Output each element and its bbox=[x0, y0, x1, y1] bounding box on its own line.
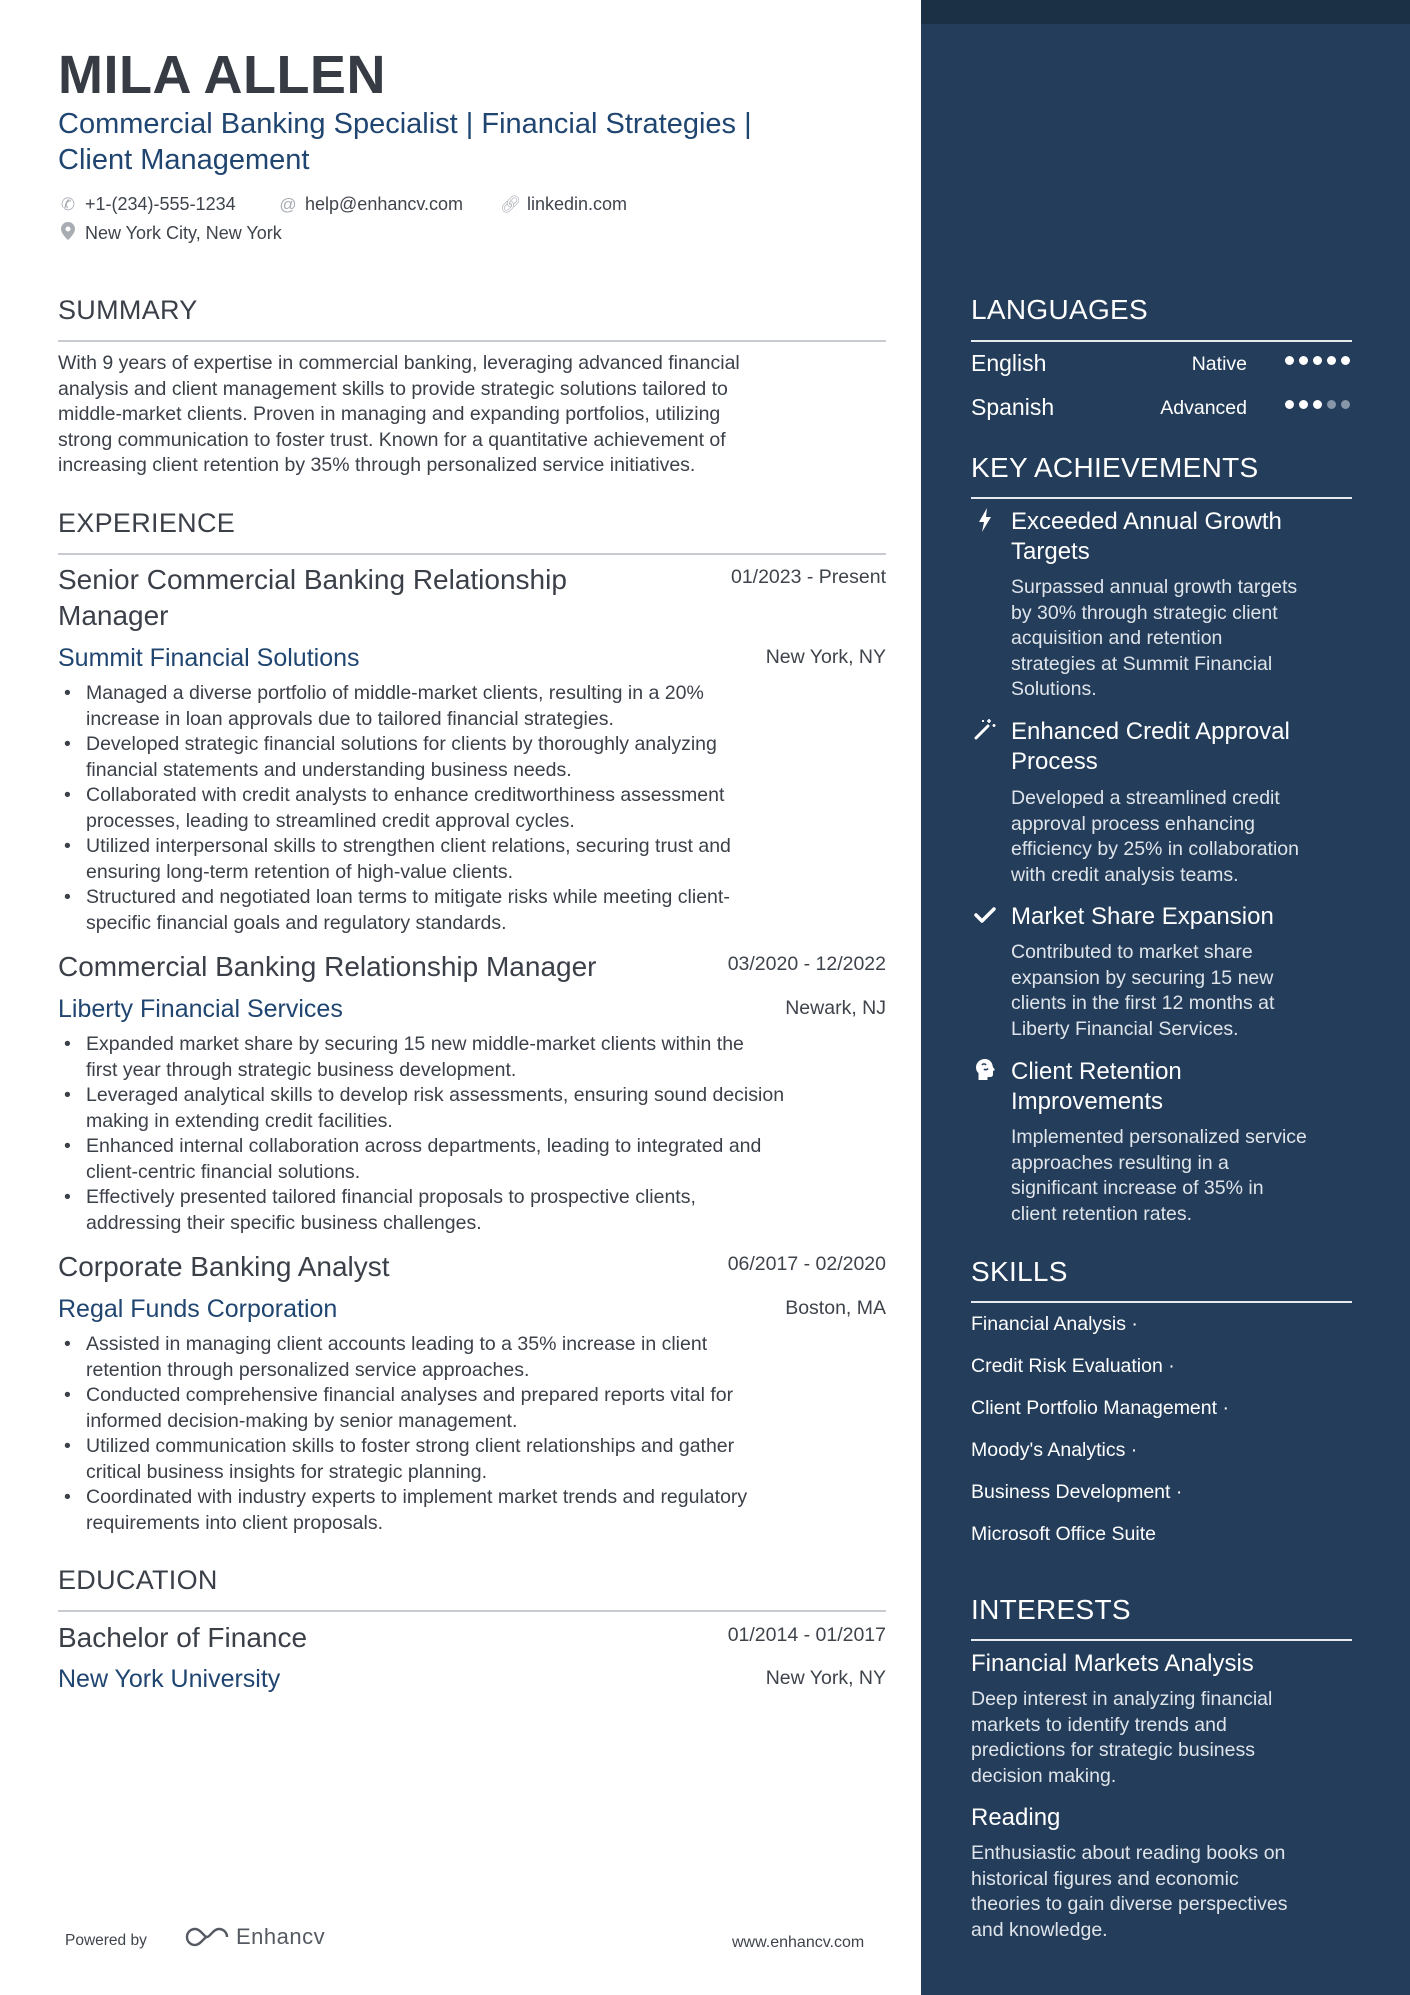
list-item: • Collaborated with credit analysts to enhance creditworthiness assessment processes, leading to streamlined credit approval cycles. bbox=[58, 783, 894, 834]
language-level: Advanced bbox=[1160, 397, 1247, 419]
filled-dot bbox=[1285, 400, 1294, 409]
list-item: • Utilized interpersonal skills to strengthen client relations, securing trust and ensuring long-term retention of high-value clients. bbox=[58, 834, 894, 885]
bolt-icon bbox=[973, 508, 997, 538]
summary-line: analysis and client management skills to provide strategic solutions tailored to bbox=[58, 377, 728, 400]
list-item: • Effectively presented tailored financial proposals to prospective clients, addressing their specific business challenges. bbox=[58, 1185, 894, 1236]
linkedin-text: linkedin.com bbox=[527, 194, 628, 214]
divider bbox=[971, 1301, 1352, 1303]
job-title-line: Corporate Banking Analyst bbox=[58, 1251, 390, 1282]
language-level: Native bbox=[1191, 353, 1247, 375]
job-dates: 06/2017 - 02/2020 bbox=[727, 1253, 886, 1275]
list-item: • Enhanced internal collaboration across departments, leading to integrated and client-centric financial solutions. bbox=[58, 1134, 894, 1185]
contact-location bbox=[58, 222, 282, 245]
list-item: • Assisted in managing client accounts leading to a 35% increase in client retention through personalized service approaches. bbox=[58, 1332, 894, 1383]
job-dates: 01/2023 - Present bbox=[730, 566, 886, 588]
headline-line: Commercial Banking Specialist | Financial Strategies | bbox=[58, 108, 752, 140]
list-item: • Leveraged analytical skills to develop risk assessments, ensuring sound decision making in extending credit facilities. bbox=[58, 1083, 894, 1134]
location-text: New York City, New York bbox=[85, 223, 282, 243]
interests-title: INTERESTS bbox=[971, 1594, 1131, 1625]
skill-item: Financial Analysis · bbox=[971, 1313, 1138, 1335]
achievements-title: KEY ACHIEVEMENTS bbox=[971, 452, 1259, 483]
skill-item: Business Development · bbox=[971, 1481, 1183, 1503]
powered-by-label: Powered by bbox=[65, 1932, 147, 1949]
languages-title: LANGUAGES bbox=[971, 294, 1148, 325]
enhancv-logo[interactable] bbox=[184, 1924, 325, 1950]
achievement-title: Market Share Expansion bbox=[1011, 903, 1274, 930]
summary-title: SUMMARY bbox=[58, 295, 198, 325]
sidebar bbox=[921, 0, 1410, 1995]
list-item: • Conducted comprehensive financial analyses and prepared reports vital for informed decision-making by senior management. bbox=[58, 1383, 894, 1434]
candidate-name: MILA ALLEN bbox=[58, 45, 386, 105]
location-pin-icon bbox=[58, 222, 78, 245]
job-bullets bbox=[58, 1332, 894, 1536]
summary-line: strong communication to foster trust. Known for a quantitative achievement of bbox=[58, 428, 726, 451]
skill-item: Moody's Analytics · bbox=[971, 1439, 1138, 1461]
interest-title: Reading bbox=[971, 1804, 1061, 1831]
sidebar-top-band bbox=[921, 0, 1410, 24]
divider bbox=[971, 497, 1352, 499]
empty-dot bbox=[1341, 400, 1350, 409]
job-title bbox=[58, 1249, 658, 1285]
phone-text: +1-(234)-555-1234 bbox=[85, 194, 236, 214]
interest-desc: Deep interest in analyzing financial markets to identify trends and predictions for strategic business decision making. bbox=[971, 1688, 1273, 1787]
skills-title: SKILLS bbox=[971, 1256, 1068, 1287]
job-bullets bbox=[58, 681, 894, 936]
at-sign-icon: @ bbox=[279, 194, 297, 214]
achievement-desc: Implemented personalized service approaches resulting in a significant increase of 35% in client retention rates. bbox=[1011, 1126, 1307, 1225]
empty-dot bbox=[1327, 400, 1336, 409]
filled-dot bbox=[1285, 356, 1294, 365]
job-bullets bbox=[58, 1032, 894, 1236]
interest-desc: Enthusiastic about reading books on historical figures and economic theories to gain diverse perspectives and knowledge. bbox=[971, 1842, 1288, 1941]
skill-item: Credit Risk Evaluation · bbox=[971, 1355, 1175, 1377]
job-location: Newark, NJ bbox=[785, 997, 886, 1019]
achievement-desc: Contributed to market share expansion by securing 15 new clients in the first 12 months at Liberty Financial Services. bbox=[1011, 941, 1275, 1040]
filled-dot bbox=[1313, 356, 1322, 365]
achievement-title: Enhanced Credit Approval Process bbox=[1011, 718, 1290, 775]
list-item: • Developed strategic financial solutions for clients by thoroughly analyzing financial statements and understanding business needs. bbox=[58, 732, 894, 783]
interest-title: Financial Markets Analysis bbox=[971, 1650, 1254, 1677]
list-item: • Coordinated with industry experts to implement market trends and regulatory requirements into client proposals. bbox=[58, 1485, 894, 1536]
list-item: • Structured and negotiated loan terms to mitigate risks while meeting client- specific financial goals and regulatory standards. bbox=[58, 885, 894, 936]
experience-title: EXPERIENCE bbox=[58, 508, 236, 538]
language-name: English bbox=[971, 350, 1047, 376]
job-title bbox=[58, 949, 758, 985]
list-item: • Utilized communication skills to foster strong client relationships and gather critical business insights for strategic planning. bbox=[58, 1434, 894, 1485]
achievement-title: Client Retention Improvements bbox=[1011, 1058, 1182, 1115]
achievement-desc: Developed a streamlined credit approval process enhancing efficiency by 25% in collaboration with credit analysis teams. bbox=[1011, 787, 1299, 886]
contact-phone[interactable] bbox=[58, 194, 236, 215]
checkmark-icon bbox=[973, 904, 997, 930]
summary-line: middle-market clients. Proven in managing and expanding portfolios, utilizing bbox=[58, 403, 721, 425]
filled-dot bbox=[1313, 400, 1322, 409]
divider bbox=[971, 1639, 1352, 1641]
filled-dot bbox=[1299, 356, 1308, 365]
divider bbox=[58, 1610, 886, 1612]
job-title-line: Manager bbox=[58, 600, 169, 631]
achievement-title: Exceeded Annual Growth Targets bbox=[1011, 508, 1282, 565]
education-dates: 01/2014 - 01/2017 bbox=[727, 1624, 886, 1646]
brain-icon bbox=[973, 1058, 997, 1088]
skill-item: Client Portfolio Management · bbox=[971, 1397, 1229, 1419]
proficiency-dots bbox=[1280, 356, 1350, 365]
headline-line: Client Management bbox=[58, 144, 310, 176]
email-text: help@enhancv.com bbox=[305, 194, 464, 214]
job-dates: 03/2020 - 12/2022 bbox=[727, 953, 886, 975]
magic-wand-icon bbox=[973, 718, 997, 746]
job-company: Summit Financial Solutions bbox=[58, 644, 360, 672]
proficiency-dots bbox=[1280, 400, 1350, 409]
list-item: • Managed a diverse portfolio of middle-market clients, resulting in a 20% increase in loan approvals due to tailored financial strategies. bbox=[58, 681, 894, 732]
filled-dot bbox=[1299, 400, 1308, 409]
job-location: Boston, MA bbox=[785, 1297, 886, 1319]
achievement-desc: Surpassed annual growth targets by 30% through strategic client acquisition and retention strategies at Summit Financial Solutions. bbox=[1011, 576, 1298, 700]
divider bbox=[58, 553, 886, 555]
divider bbox=[971, 340, 1352, 342]
summary-text bbox=[58, 351, 888, 479]
language-name: Spanish bbox=[971, 394, 1055, 420]
contact-email[interactable] bbox=[278, 194, 463, 215]
education-location: New York, NY bbox=[765, 1667, 886, 1689]
job-title-line: Senior Commercial Banking Relationship bbox=[58, 564, 567, 595]
divider bbox=[58, 340, 886, 342]
job-location: New York, NY bbox=[765, 646, 886, 668]
footer-url[interactable]: www.enhancv.com bbox=[732, 1934, 865, 1951]
link-icon: 🔗︎ bbox=[500, 194, 522, 214]
enhancv-logo-icon bbox=[184, 1925, 230, 1949]
enhancv-brand: Enhancv bbox=[236, 1924, 326, 1949]
job-company: Regal Funds Corporation bbox=[58, 1295, 338, 1323]
language-item bbox=[971, 394, 1352, 424]
list-item: • Expanded market share by securing 15 new middle-market clients within the first year through strategic business development. bbox=[58, 1032, 894, 1083]
contact-linkedin[interactable] bbox=[500, 194, 627, 215]
headline bbox=[58, 106, 858, 178]
education-title: EDUCATION bbox=[58, 1565, 218, 1595]
skill-item: Microsoft Office Suite bbox=[971, 1523, 1156, 1545]
filled-dot bbox=[1341, 356, 1350, 365]
job-title bbox=[58, 562, 658, 634]
summary-line: increasing client retention by 35% through personalized service initiatives. bbox=[58, 454, 696, 476]
phone-icon: ✆ bbox=[60, 194, 76, 214]
school: New York University bbox=[58, 1665, 281, 1693]
job-title-line: Commercial Banking Relationship Manager bbox=[58, 951, 597, 982]
filled-dot bbox=[1327, 356, 1336, 365]
summary-line: With 9 years of expertise in commercial banking, leveraging advanced financial bbox=[58, 352, 740, 374]
language-item bbox=[971, 350, 1352, 380]
job-company: Liberty Financial Services bbox=[58, 995, 343, 1023]
degree: Bachelor of Finance bbox=[58, 1622, 308, 1653]
